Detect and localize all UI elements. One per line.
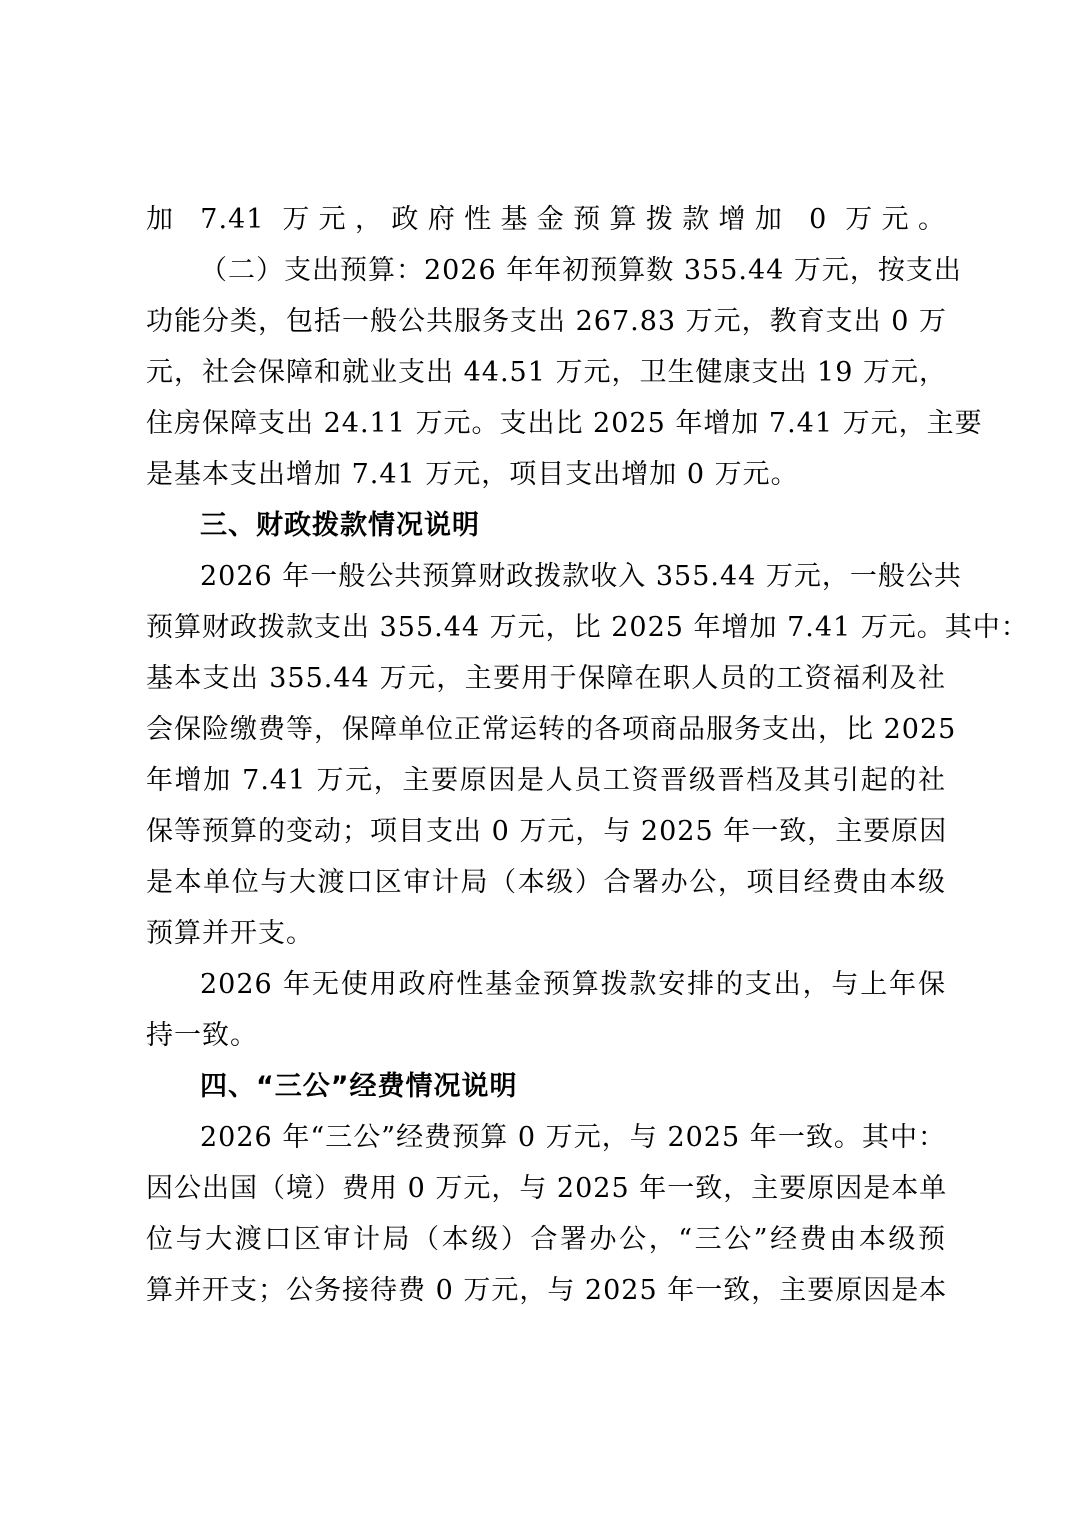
paragraph-line: 算并开支；公务接待费 0 万元，与 2025 年一致，主要原因是本 [146, 1275, 948, 1306]
paragraph-line: 位与大渡口区审计局（本级）合署办公，“三公”经费由本级预 [146, 1224, 946, 1255]
paragraph-line: 住房保障支出 24.11 万元。支出比 2025 年增加 7.41 万元，主要 [146, 408, 983, 439]
paragraph-line: 年增加 7.41 万元，主要原因是人员工资晋级晋档及其引起的社 [146, 765, 946, 796]
section-heading: 四、“三公”经费情况说明 [200, 1071, 518, 1102]
paragraph-line: 是本单位与大渡口区审计局（本级）合署办公，项目经费由本级 [146, 867, 946, 898]
paragraph-line: 2026 年无使用政府性基金预算拨款安排的支出，与上年保 [200, 969, 946, 1000]
section-heading: 三、财政拨款情况说明 [200, 510, 480, 541]
paragraph-line: 预算财政拨款支出 355.44 万元，比 2025 年增加 7.41 万元。其中： [146, 612, 1029, 643]
paragraph-line: 因公出国（境）费用 0 万元，与 2025 年一致，主要原因是本单 [146, 1173, 948, 1204]
paragraph-line: 元，社会保障和就业支出 44.51 万元，卫生健康支出 19 万元， [146, 357, 947, 388]
paragraph-line: 持一致。 [146, 1020, 258, 1051]
paragraph-line: （二）支出预算：2026 年年初预算数 355.44 万元，按支出 [200, 255, 962, 286]
paragraph-line: 加 7.41 万元，政府性基金预算拨款增加 0 万元。 [146, 204, 946, 235]
paragraph-line: 保等预算的变动；项目支出 0 万元，与 2025 年一致，主要原因 [146, 816, 948, 847]
paragraph-line: 会保险缴费等，保障单位正常运转的各项商品服务支出，比 2025 [146, 714, 957, 745]
paragraph-line: 是基本支出增加 7.41 万元，项目支出增加 0 万元。 [146, 459, 799, 490]
paragraph-line: 预算并开支。 [146, 918, 314, 949]
paragraph-line: 基本支出 355.44 万元，主要用于保障在职人员的工资福利及社 [146, 663, 946, 694]
paragraph-line: 2026 年“三公”经费预算 0 万元，与 2025 年一致。其中： [200, 1122, 946, 1153]
paragraph-line: 功能分类，包括一般公共服务支出 267.83 万元，教育支出 0 万 [146, 306, 947, 337]
paragraph-line: 2026 年一般公共预算财政拨款收入 355.44 万元，一般公共 [200, 561, 962, 592]
